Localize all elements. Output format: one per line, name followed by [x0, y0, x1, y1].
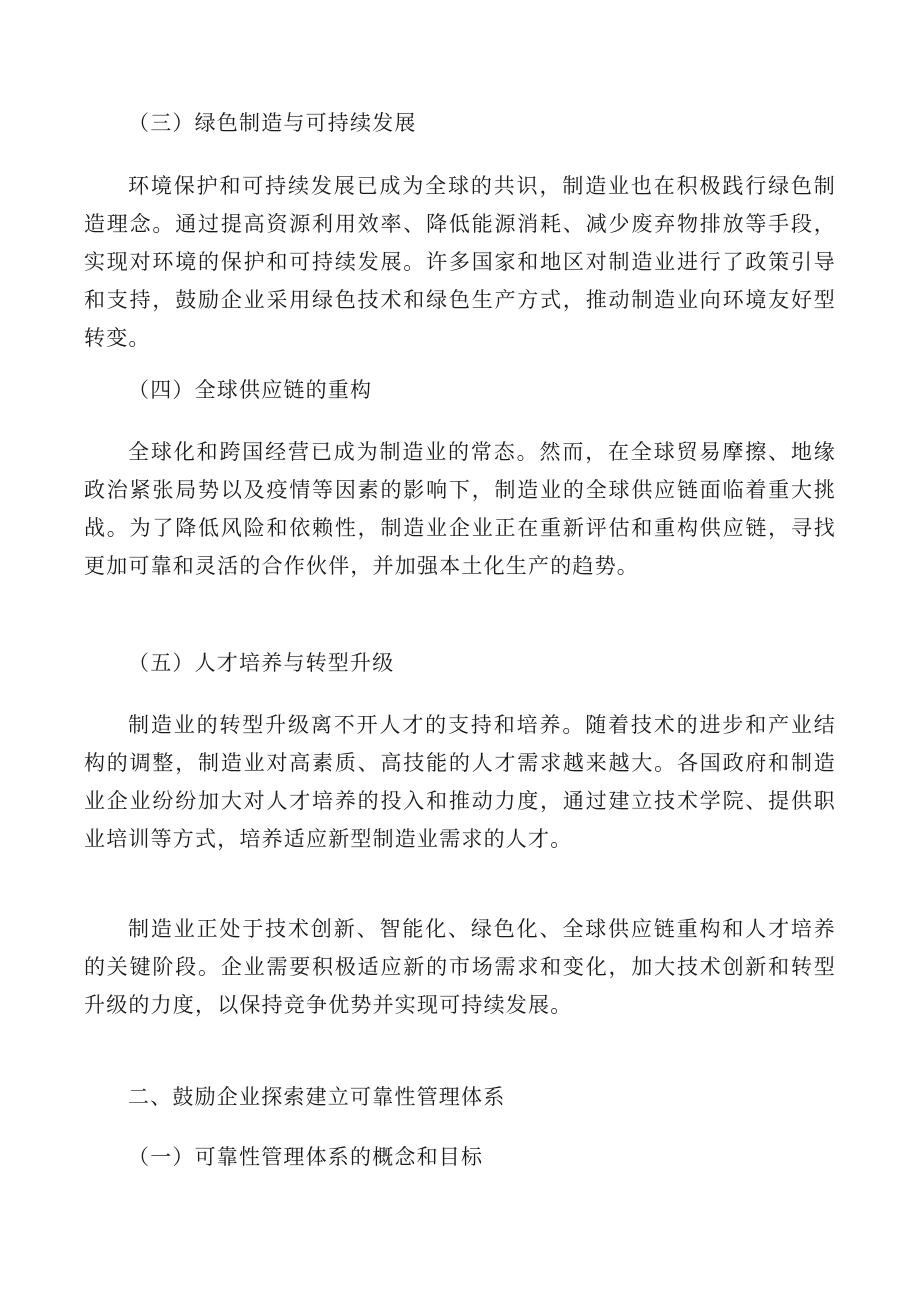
- paragraph-green-manufacturing: 环境保护和可持续发展已成为全球的共识，制造业也在积极践行绿色制造理念。通过提高资源利用效率、降低能源消耗、减少废弃物排放等手段，实现对环境的保护和可持续发展。许多国家和地区对制造业进行了政策引导和支持，鼓励企业采用绿色技术和绿色生产方式，推动制造业向环境友好型转变。: [84, 174, 836, 350]
- section-heading-green-manufacturing: （三）绿色制造与可持续发展: [128, 111, 417, 135]
- paragraph-talent: 制造业的转型升级离不开人才的支持和培养。随着技术的进步和产业结构的调整，制造业对高素质、高技能的人才需求越来越大。各国政府和制造业企业纷纷加大对人才培养的投入和推动力度，通过建立技术学院、提供职业培训等方式，培养适应新型制造业需求的人才。: [84, 713, 836, 851]
- section-heading-reliability-concept: （一）可靠性管理体系的概念和目标: [128, 1145, 484, 1169]
- section-heading-talent: （五）人才培养与转型升级: [128, 651, 395, 675]
- paragraph-summary: 制造业正处于技术创新、智能化、绿色化、全球供应链重构和人才培养的关键阶段。企业需要积极适应新的市场需求和变化，加大技术创新和转型升级的力度，以保持竞争优势并实现可持续发展。: [84, 917, 836, 1017]
- section-heading-supply-chain: （四）全球供应链的重构: [128, 378, 373, 402]
- part-heading-reliability: 二、鼓励企业探索建立可靠性管理体系: [128, 1085, 506, 1109]
- paragraph-supply-chain: 全球化和跨国经营已成为制造业的常态。然而，在全球贸易摩擦、地缘政治紧张局势以及疫情等因素的影响下，制造业的全球供应链面临着重大挑战。为了降低风险和依赖性，制造业企业正在重新评估和重构供应链，寻找更加可靠和灵活的合作伙伴，并加强本土化生产的趋势。: [84, 440, 836, 578]
